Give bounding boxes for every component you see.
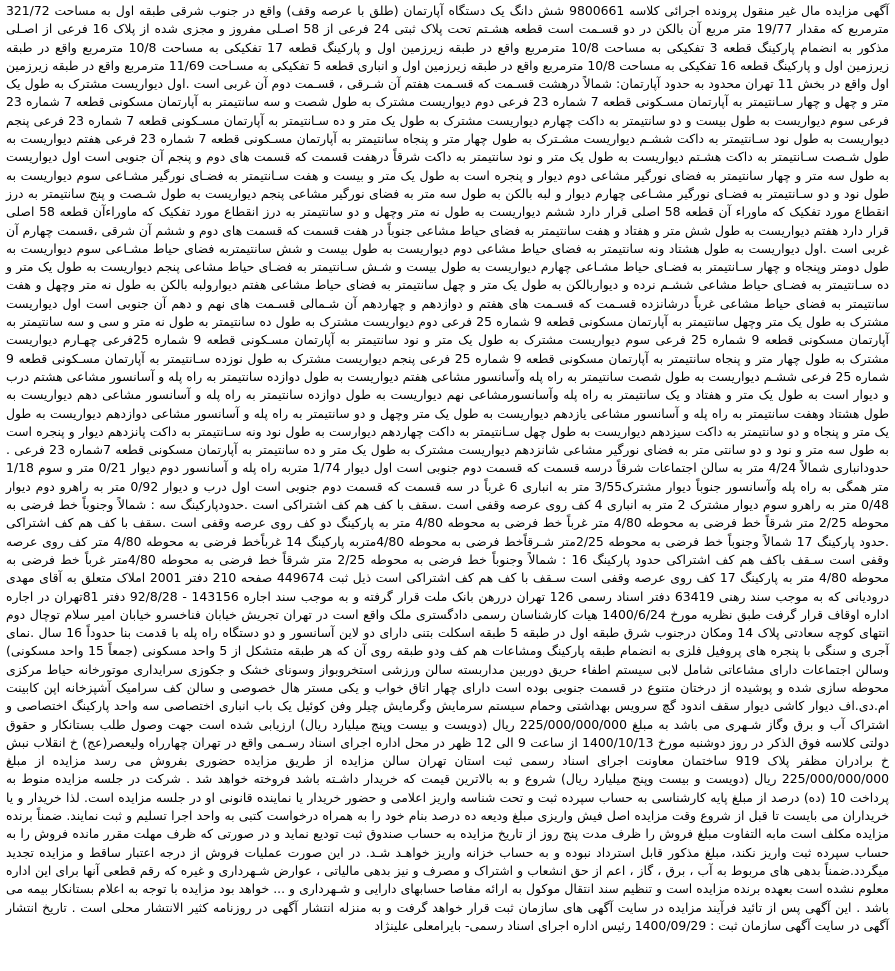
auction-notice-text: آگهی مزایده مال غیر منقول پرونده اجرائی کلاسه 9800661 شش دانگ یک دستگاه آپارتمان (طلق با عرصه وقف) واقع در جنوب شرقی طبقه اول به مساحت 321/72 مترمربع که مقدار 19/77 متر مربع آن بالکن در دو قسـمت است قطعه هشـتم تحت پلاک ثبتی 24 فرعی از 58 اصـلی مفروز و مجزی شده از پلاک 16 فرعی از اصـلی مذکور به انضمام پارکینگ قطعه 3 تفکیکی به مساحت 10/8 مترمربع واقع در طبقه زیرزمین اول و پارکینگ قطعه 17 تفکیکی به مساحت 10/8 مترمربع واقع در طبقه زیرزمین اول و پارکینگ قطعه 16 تفکیکی به مساحت 10/8 مترمربع واقع در طبقه زیرزمین اول و انباری قطعه 5 تفکیکی به مسـاحت 11/69 مترمربع واقع در طبقه زیرزمین اول واقع در بخش 11 تهران محدود به حدود آپارتمان: شمالاً درهشت قسـمت که قسـمت هفتم آن شـرقی ، قسـمت دوم آن غربی است .اول دیواریست مشترک به طول یک متر و چهل و چهار سـانتیمتر به آپارتمان مسـکونی قطعه 7 شماره 23 فرعی دوم دیواریست مشترک به طول شصت و سه سانتیمتر به آپارتمان مسکونی قطعه 7 شماره 23 فرعی سوم دیواریست به طول بیست و دو سانتیمتر به داکت چهارم دیواریست مشترک به طول یک متر و ده سـانتیمتر به آپارتمان مسـکونی قطعه 7 شماره 23 فرعی پنجم دیواریست به طول نود سـانتیمتر به داکت ششـم دیواریست مشـترک به طول چهار متر و پنجاه سانتیمتر به آپارتمان مسـکونی قطعه 7 شماره 23 فرعی هفتم دیواریست به طول شـصت سـانتیمتر به داکت هشـتم دیواریست به طول یک متر و نود سانتیمتر به داکت شرقاً درهفت قسمت که قسمت های دوم و پنجم آن جنوبی است اول دیواریست به طول سه متر و چهار سانتیمتر به فضای نورگیر مشاعی دوم دیوار و پنجره است به طول یک متر و بیست و هفت سـانتیمتر به فضـای نورگیر مشـاعی سوم دیواریست به طول نود و دو سـانتیمتر به فضـای نورگیر مشـاعی چهارم دیوار و لبه بالکن به طول سه متر به فضای نورگیر مشاعی پنجم دیواریست به طول شـصت و پنج سانتیمتر به درز انقطاع مورد تفکیک که ماوراء آن قطعه 58 اصلی قرار دارد ششم دیواریست به طول نه متر وچهل و دو سانتیمتر به درز انقطاع مورد تفکیک که ماوراءآن قطعه 58 اصلی قرار دارد هفتم دیواریست به طول شش متر و هفتاد و هفت سانتیمتر به فضای حیاط مشاعی جنوباً در هفت قسمت که قسمت های دوم و ششم آن شرقی ،قسمت چهارم آن غربی است .اول دیواریست به طول هشتاد ونه سانتیمتر به فضای حیاط مشاعی دوم دیواریست به طول بیست و شش سانتیمتربه فضای حیاط مشـاعی سوم دیواریست به طول دومتر وپنجاه و چهار سـانتیمتر به فضـای حیاط مشـاعی چهارم دیواریست به طول بیست و شـش سـانتیمتر به فضـای حیاط مشاعی پنجم دیواریست به طول یک متر و ده سـانتیمتر به فضـای حیاط مشاعی ششـم نرده و دیواربالکن به طول یک متر و چهل سانتیمتر به فضای حیاط مشاعی هفتم دیوارولبه بالکن به طول نه متر وچهل و هفت سانتیمتر به فضای حیاط مشاعی غرباً درشانزده قسـمت که قسـمت های هفتم و دوازدهم و چهاردهم آن شـمالی قسـمت های نهم و دهم آن جنوبی است اول دیواریست مشترک به طول یک متر وچهل سانتیمتر به آپارتمان مسکونی قطعه 9 شماره 25 فرعی دوم دیواریست مشترک به طول ده سانتیمتر به طول نه متر و سی و سه سانتیمتر به آپارتمان مسکونی قطعه 9 شماره 25 فرعی سوم دیواریست مشترک به طول یک متر و نود سانتیمتر به آپارتمان مسـکونی قطعه 9 شماره 25فرعی چهـارم دیواریست مشترک به طول چهار متر و پنجاه سانتیمتر به آپارتمان مسکونی قطعه 9 شماره 25 فرعی پنجم دیواریست مشترک به طول نوزده سـانتیمتر به آپارتمان مسـکونی قطعه 9 شماره 25 فرعی ششـم دیواریست به طول شصت سانتیمتر به راه پله وآسانسور مشاعی هفتم دیواریست به طول دوازده سانتیمتر به راه پله و آسانسور مشاعی هشتم درب و دیوار است به طول یک متر و هفتاد و یک سانتیمتر به راه پله وآسانسورمشاعی نهم دیواریست به طول دوازده سانتیمتر به راه پله و آسانسور مشاعی دهم دیواریست به طول هشتاد وهفت سانتیمتر به راه پله و آسانسور مشاعی یازدهم دیواریست به طول یک متر وچهل و دو سانتیمتر به راه پله و آسانسور مشاعی دوازدهم دیواریست به طول یک متر و پنجاه و دو سانتیمتر به داکت سیزدهم دیواریست به طول چهل سـانتیمتر به داکت چهاردهم دیوارست به طول نود ونه سـانتیمتر به داکت پانزدهم دیوار و پنجره است به طول سه متر و نود و دو سانتی متر به فضای نورگیر مشاعی شانزدهم دیواریست مشترک به طول یک متر و ده سانتیمتر به آپارتمان مسکونی قطعه 7شماره 23 فرعی . حدودانباری شمالاً 4/24 متر به سالن اجتماعات شرقاً درسه قسمت که قسمت دوم جنوبی است اول دیوار 1/74 متربه راه پله و آسانسور دوم دیوار 0/21 متر و سوم 1/18 متر همگی به راه پله وآسانسور جنوباً دیوار مشترک3/55 متر به انباری 6 غرباً در سه قسمت که قسمت دوم جنوبی است اول درب و دیوار 0/92 متر به راهرو دوم دیوار 0/48 متر به راهرو سوم دیوار مشترک 2 متر به انباری 4 کف روی عرصه وقفی است .سقف با کف هم کف اشتراکی است .حدودپارکینگ سه : شمالاً وجنوباً خط فرضی به محوطه 2/25 متر شرقاً خط فرضی به محوطه 4/80 متر غرباً خط فرضی به محوطه 4/80 متر به پارکینگ دو کف روی عرصه وقفی است .سقف با کف هم کف اشتراکی .حدود پارکینگ 17 شمالاً وجنوباً خط فرضی به محوطه 2/25متر شـرقاًخط فرضی به محوطه 4/80متربه پارکینگ 14 غرباًخط فرضی به محوطه 4/80 متر کف روی عرصه وقفی است سـقف باکف هم کف اشتراکی حدود پارکینگ 16 : شمالاً وجنوباً خط فرضی به محوطه 2/25 متر شرقاً خط فرضی به محوطه 4/80متر غرباً خط فرضی به محوطه 4/80 متر به پارکینگ 17 کف روی عرصه وقفی است سـقف با کف هم کف اشتراکی است ذیل ثبت 449674 صفحه 210 دفتر 2001 املاک متعلق به آقای مهدی درودیانی که به موجب سند رهنی 63419 دفتر اسناد رسمی 126 تهران دررهن بانک ملت قرار گرفته و به موجب سند اجاره 143156 - 92/8/28 دفتر 81تهران در اجاره اداره اوقاف قرار گرفت طبق نظریه مورخ 1400/6/24 هیات کارشناسان رسمی دادگستری ملک واقع است در تهران تجریش خیابان فناخسرو خیابان امیر سلام توچال دوم انتهای کوچه سعادتی پلاک 14 ومکان درجنوب شرق طبقه اول در طبقه 5 طبقه اسکلت بتنی دارای دو لاین آسانسور و دو دستگاه راه پله با قدمت بنا حدوداً 16 سال .نمای آجری و سنگی با پنجره های پروفیل فلزی به انضمام طبقه پارکینگ ومشاعات هم کف ودو طبقه روی آن که هر طبقه متشکل از 5 واحد مسکونی (جمعاً 15 واحد مسکونی) وسالن اجتماعات دارای مشاعاتی شامل لابی سیستم اطفاء حریق دوربین مداربسته سالن ورزشی استخروبواز وسونای خشک و جکوزی سرایداری موتورخانه حیاط مرکزی محوطه سازی شده و پوشیده از درختان متنوع در قسمت جنوبی بوده است دارای چهار اتاق خواب و یکی مستر هال خصوصی و سالن کف سرامیک آشپزخانه اپن کابینت ام.دی.اف دیوار کاشی دیوار سقف اندود گچ سرویس بهداشتی وحمام سیستم سرمایش وگرمایش چیلر وفن کوئیل یک باب انباری اختصاصی سه واحد پارکینگ اختصاصی و اشتراک آب و برق وگاز شـهری می باشد به مبلغ 225/000/000/000 ریال (دویست و بیست وپنج میلیارد ریال) ارزیابی شده است جهت وصول طلب بستانکار و حقوق دولتی کلاسه فوق الذکر در روز دوشنبه مورخ 1400/10/13 از ساعت 9 الی 12 ظهر در محل اداره اجرای اسناد رسـمی واقع در تهران چهارراه ولیعصر(عج) خ انقلاب نبش خ برادران مظفر پلاک 919 ساختمان معاونت اجرای اسناد رسمی ثبت استان تهران سالن مزایده از طریق مزایده حضوری بفروش می رسد مزایده از مبلغ 225/000/000/000 ریال (دویست و بیست وپنج میلیارد ریال) شروع و به بالاترین قیمت که خریدار داشـته باشد فروخته خواهد شد . شرکت در جلسه مزایده منوط به پرداخت 10 (ده) درصد از مبلغ پایه کارشناسی به حساب سپرده ثبت و تحت شناسه واریز اعلامی و حضور خریدار یا نماینده قانونی او در جلسه مزایده است. لذا خریدار و یا خریداران می بایست تا قبل از شروع وقت مزایده اصل فیش واریزی مبلغ ودیعه ده درصد بنام خود را به همراه درخواست کتبی به واحد اجرا تسلیم و ثبت نمایند. ضمناً برنده مزایده مکلف است مابه التفاوت مبلغ فروش را ظرف مدت پنج روز از تاریخ مزایده به حساب صندوق ثبت تودیع نماید و در صورتی که ظرف مهلت مقرر مانده فروش را به حساب سپرده ثبت واریز نکند، مبلغ مذکور قابل استرداد نبوده و به حساب خزانه واریز خواهـد شـد. در این صورت عملیات فروش از درجه اعتبار ساقط و مزایده تجدید میگردد.ضمناً بدهی های مربوط به آب ، برق ، گاز ، اعم از حق انشعاب و اشتراک و مصرف و نیز بدهی مالیاتی ، عوارض شـهرداری و غیره که رقم قطعی آنها برای این اداره معلوم نشده است بعهده برنده مزایده است و تنظیم سند انتقال موکول به ارائه مفاصا حسابهای دارایی و شـهرداری و ... خواهد بود مزایده با توجه به اعلام بستانکار بیمه می باشد . این آگهی پس از تائید فرآیند مزایده در سایت آگهی های سازمان ثبت قرار خواهد گرفت و به منزله انتشار آگهی در روزنامه کثیر الانتشار محلی است . تاریخ انتشار آگهی در سایت آگهی سازمان ثبت : 1400/09/29 رئیس اداره اجرای اسناد رسمی- بایرامعلی علینژاد [6,3,890,933]
